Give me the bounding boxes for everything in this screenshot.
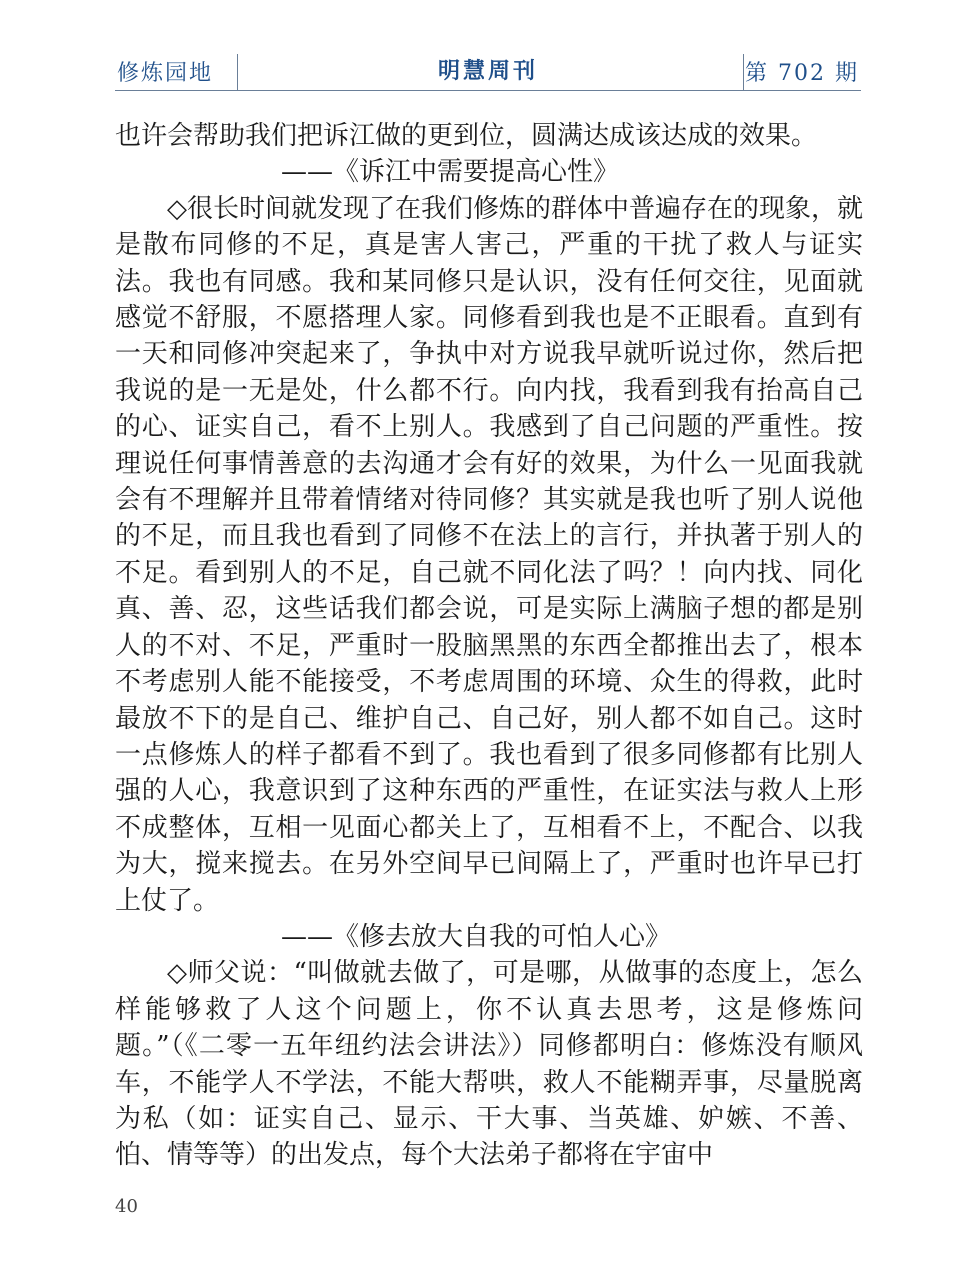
paragraph-3: ◇师父说：“叫做就去做了，可是哪，从做事的态度上，怎么样能够救了人这个问题上，你不认真去思考，这是修炼问题。”（《二零一五年纽约法会讲法》）同修都明白：修炼没有顺风车，不能学人不学法，不能大帮哄，救人不能糊弄事，尽量脱离为私（如：证实自己、显示、干大事、当英雄、妒嫉、不善、怕、情等等）的出发点，每个大法弟子都将在宇宙中 [115, 958, 863, 1171]
issue-number: 第 702 期 [745, 61, 859, 86]
page-header [115, 50, 861, 90]
article-body [115, 118, 863, 1174]
section-title: 修炼园地 [117, 61, 214, 86]
header-rule [115, 90, 861, 91]
header-divider-right [743, 54, 744, 90]
page-number: 40 [115, 1196, 138, 1217]
paragraph-continued: 也许会帮助我们把诉江做的更到位，圆满达成该达成的效果。 [115, 121, 818, 151]
paragraph-2: ◇很长时间就发现了在我们修炼的群体中普遍存在的现象，就是散布同修的不足，真是害人害己，严重的干扰了救人与证实法。我也有同感。我和某同修只是认识，没有任何交往，见面就感觉不舒服，不愿搭理人家。同修看到我也是不正眼看。直到有一天和同修冲突起来了，争执中对方说我早就听说过你，然后把我说的是一无是处，什么都不行。向内找，我看到我有抬高自己的心、证实自己，看不上别人。我感到了自己问题的严重性。按理说任何事情善意的去沟通才会有好的效果，为什么一见面我就会有不理解并且带着情绪对待同修？其实就是我也听了别人说他的不足，而且我也看到了同修不在法上的言行，并执著于别人的不足。看到别人的不足，自己就不同化法了吗？！向内找、同化真、善、忍，这些话我们都会说，可是实际上满脑子想的都是别人的不对、不足，严重时一股脑黑黑的东西全都推出去了，根本不考虑别人能不能接受，不考虑周围的环境、众生的得救，此时最放不下的是自己、维护自己、自己好，别人都不如自己。这时一点修炼人的样子都看不到了。我也看到了很多同修都有比别人强的人心，我意识到了这种东西的严重性，在证实法与救人上形不成整体，互相一见面心都关上了，互相看不上，不配合、以我为大，搅来搅去。在另外空间早已间隔上了，严重时也许早已打上仗了。 [115, 193, 863, 916]
citation-1: ——《诉江中需要提高心性》 [281, 157, 620, 188]
citation-2: ——《修去放大自我的可怕人心》 [281, 921, 672, 952]
publication-title: 明慧周刊 [437, 58, 538, 84]
